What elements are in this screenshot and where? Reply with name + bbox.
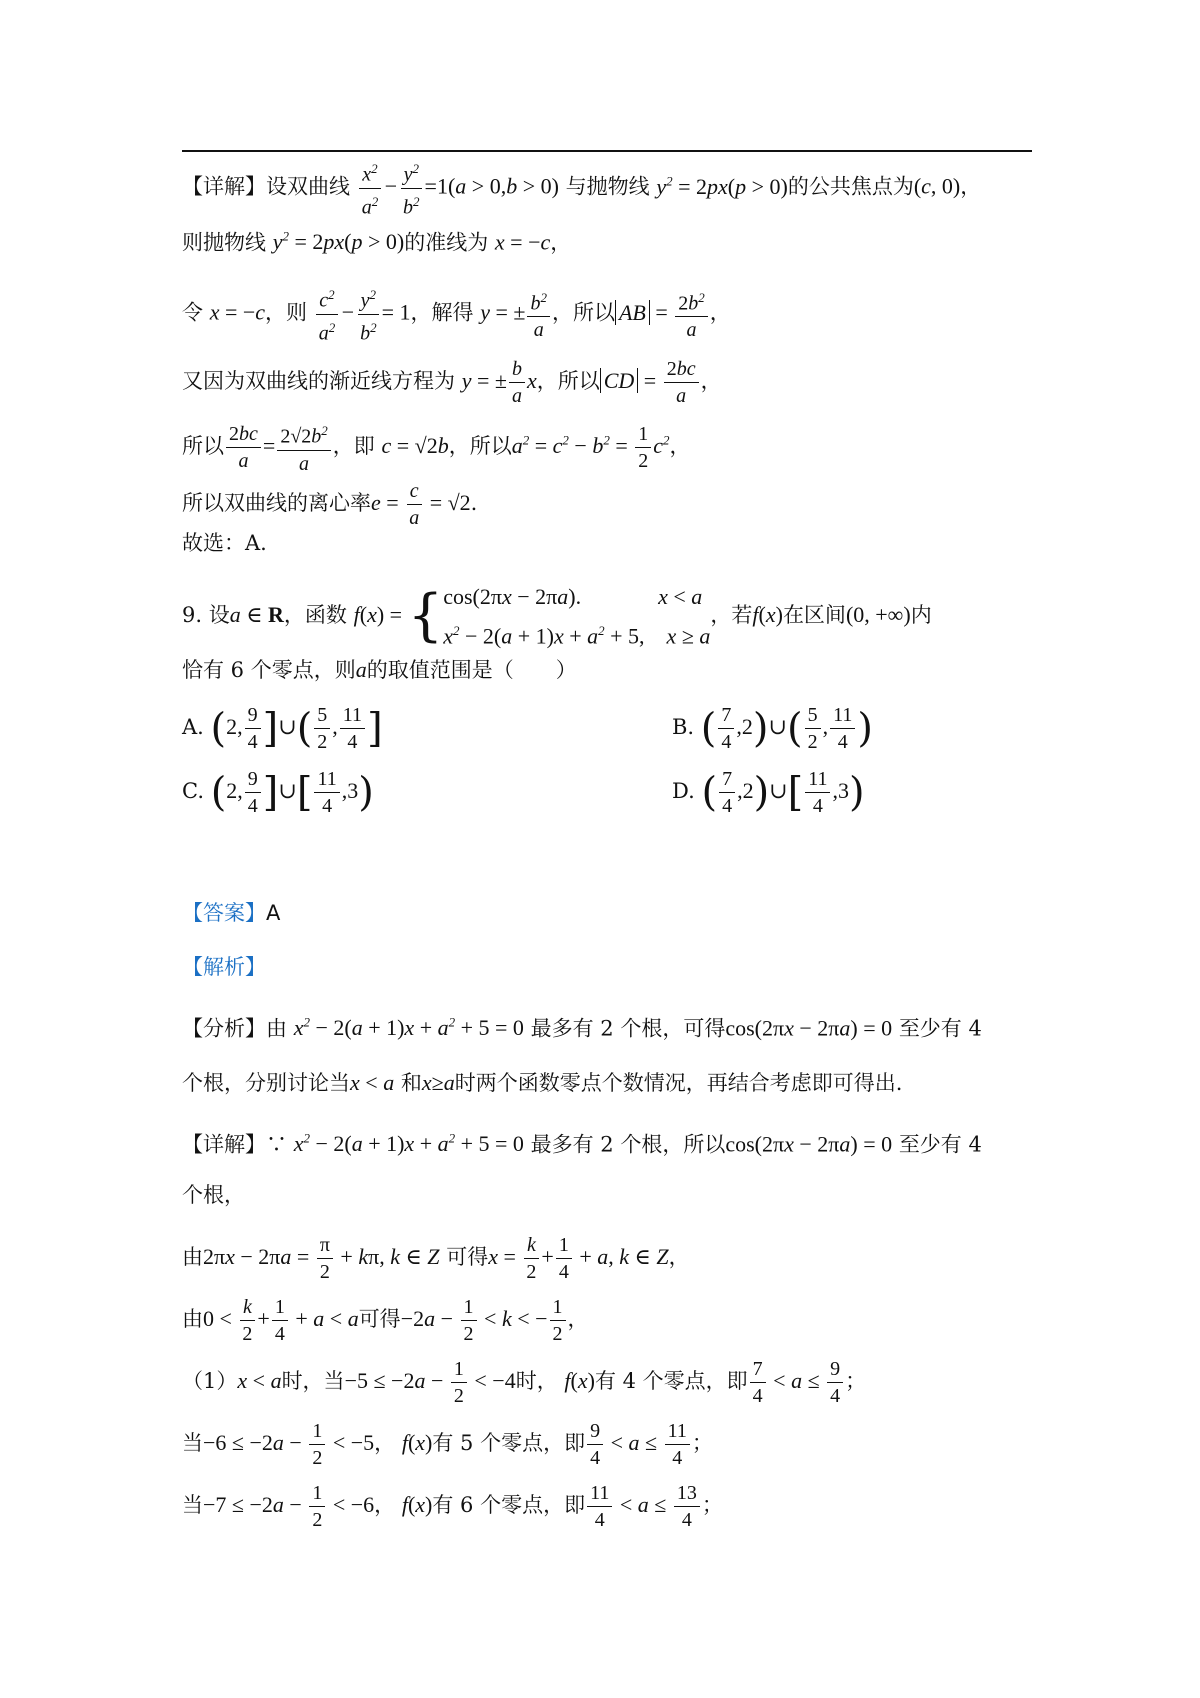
- option-d[interactable]: D. ( $\frac{7}{4}$ ,2)∪[ $\frac{11}{4}$ ,3): [672, 768, 865, 817]
- text: 个根，分别讨论当: [182, 1071, 350, 1095]
- text: ，: [709, 300, 731, 325]
- option-label: C.: [182, 779, 204, 803]
- text: 又因为双曲线的渐近线方程为: [182, 369, 455, 393]
- text: ，所以: [448, 433, 512, 458]
- text: 所以双曲线的离心率: [182, 491, 371, 515]
- math-frac: $\frac{x^2}{a^2}$: [359, 156, 382, 220]
- xiangjie-line-2: [182, 1180, 245, 1210]
- text: 在区间: [782, 603, 846, 628]
- text: 则抛物线: [182, 230, 266, 255]
- option-label: A.: [182, 715, 204, 739]
- text: 有 6 个零点，即: [432, 1493, 586, 1517]
- text: ，所以: [551, 300, 615, 325]
- analysis-label-line: [182, 952, 266, 982]
- math-frac: $\frac{2√2b^2}{a}$: [277, 418, 330, 477]
- text: 时，当: [281, 1369, 345, 1393]
- text: 和: [400, 1071, 422, 1095]
- question-9-stem: 9. 设a ∈ R，函数 f(x) = {cos(2πx − 2πa). x < a $x^2 - 2(a + 1)x + a^2 + 5$, x ≥ a，若f(x)在区间(0, +∞)内: [182, 580, 932, 653]
- option-a[interactable]: A. (2, $\frac{9}{4}$ ]∪( $\frac{5}{2}$ , $\frac{11}{4}$ ]: [182, 704, 383, 753]
- text: 最多有 2 个根，所以: [530, 1132, 726, 1157]
- text: 个根，: [182, 1183, 245, 1207]
- math-frac: $\frac{y^2}{b^2}$: [357, 282, 380, 346]
- solution-line-4: 又因为双曲线的渐近线方程为 y = ± $\frac{b}{a}$ x，所以 CD = $\frac{2bc}{a}$ ，: [182, 358, 722, 407]
- text: 由: [182, 1245, 203, 1269]
- text: 可得: [446, 1245, 489, 1269]
- xiangjie-line-7: 当−7 ≤ −2a − $\frac{1}{2}$ < −6， f(x)有 6 个零点，即 $\frac{11}{4}$ < a ≤ $\frac{13}{4}$ ；: [182, 1482, 723, 1531]
- xiangjie-line-5: （1）x < a时，当−5 ≤ −2a − $\frac{1}{2}$ < −4时， f(x)有 4 个零点，即 $\frac{7}{4}$ < a ≤ $\frac{9}{4}$ ；: [182, 1358, 867, 1407]
- text: 至少有 4: [898, 1132, 982, 1157]
- text: ，: [960, 174, 982, 199]
- answer-line: [182, 898, 280, 928]
- text: （1）: [182, 1369, 238, 1393]
- text: 时，: [515, 1369, 558, 1393]
- text: ，解得: [410, 300, 474, 325]
- text: 当: [182, 1431, 203, 1455]
- detail-label: 【详解】: [182, 174, 266, 199]
- option-label: D.: [672, 779, 695, 803]
- text: 至少有 4: [898, 1016, 982, 1041]
- text: 的准线为: [404, 230, 489, 255]
- option-c[interactable]: C. (2, $\frac{9}{4}$ ]∪[ $\frac{11}{4}$ ,3): [182, 768, 374, 817]
- math-frac: $\frac{2bc}{a}$: [226, 421, 261, 474]
- text: ，即: [332, 433, 375, 458]
- fenxi-line-1: 【分析】由 $x^2 - 2(a + 1)x + a^2 + 5 = 0$ 最多有 2 个根，可得cos(2πx − 2πa) = 0 至少有 4: [182, 1015, 982, 1041]
- text: 设: [208, 603, 230, 628]
- text: ，: [374, 1493, 396, 1517]
- math-frac: $\frac{1}{2}$: [635, 421, 651, 474]
- text: .: [470, 491, 478, 515]
- text: 所以: [182, 433, 224, 458]
- xiangjie-label: 【详解】: [182, 1132, 266, 1157]
- fenxi-line-2: 个根，分别讨论当x < a 和x≥a时两个函数零点个数情况，再结合考虑即可得出.: [182, 1070, 903, 1095]
- text: 设双曲线: [266, 174, 350, 199]
- math-frac: $\frac{2bc}{a}$: [664, 356, 699, 409]
- text: ，函数: [283, 603, 347, 628]
- text: ；: [691, 1431, 713, 1455]
- text: ，: [374, 1431, 396, 1455]
- solution-line-6: 所以双曲线的离心率e = $\frac{c}{a}$ = √2.: [182, 480, 478, 529]
- text: 可得: [358, 1307, 401, 1331]
- text: 的公共焦点为: [787, 174, 914, 199]
- text: ，: [567, 1307, 589, 1331]
- analysis-label: 【解析】: [182, 955, 266, 979]
- text: ，: [700, 369, 722, 393]
- math-frac: $\frac{b^2}{a}$: [527, 285, 550, 344]
- text: 令: [182, 300, 203, 325]
- piecewise-cases: cos(2πx − 2πa). x < a $x^2 - 2(a + 1)x + a^2 + 5$, x ≥ a: [443, 584, 711, 649]
- math-frac: $\frac{b}{a}$: [509, 356, 525, 409]
- text: 有 5 个零点，即: [432, 1431, 586, 1455]
- text: 的取值范围是（ ）: [366, 658, 577, 682]
- text: 由: [182, 1307, 203, 1331]
- math-frac: $\frac{c^2}{a^2}$: [316, 282, 339, 346]
- xiangjie-line-6: 当−6 ≤ −2a − $\frac{1}{2}$ < −5， f(x)有 5 个零点，即 $\frac{9}{4}$ < a ≤ $\frac{11}{4}$ ；: [182, 1420, 713, 1469]
- question-9-stem-line2: 恰有 6 个零点，则a的取值范围是（ ）: [182, 657, 577, 682]
- text: ；: [845, 1369, 867, 1393]
- text: 时两个函数零点个数情况，再结合考虑即可得出.: [454, 1071, 903, 1095]
- solution-line-1: 【详解】设双曲线 $\frac{x^2}{a^2}$ − $\frac{y^2}{b^2}$ =1(a > 0,b > 0) 与抛物线 $y^2 = 2px(p > 0)$的公共焦点为(c, 0)，: [182, 156, 981, 220]
- text: 由: [266, 1016, 287, 1041]
- text: 故选：A.: [182, 531, 267, 555]
- text: ；: [701, 1493, 723, 1517]
- text: ，: [668, 1245, 690, 1269]
- text: ，若: [710, 603, 753, 628]
- math-frac: $\frac{y^2}{b^2}$: [400, 156, 423, 220]
- xiangjie-line-1: 【详解】∵ $x^2 - 2(a + 1)x + a^2 + 5 = 0$ 最多有 2 个根，所以cos(2πx − 2πa) = 0 至少有 4: [182, 1131, 982, 1157]
- xiangjie-line-4: 由0 < $\frac{k}{2}$ + $\frac{1}{4}$ + a < a可得−2a − $\frac{1}{2}$ < k < − $\frac{1}{2}$ ，: [182, 1296, 589, 1345]
- solution-line-7: [182, 528, 267, 558]
- text: ，: [550, 230, 572, 255]
- header-rule: [182, 150, 1032, 152]
- because-symbol: ∵: [266, 1132, 287, 1157]
- math-frac: $\frac{2b^2}{a}$: [675, 285, 708, 344]
- solution-line-5: 所以 $\frac{2bc}{a}$ = $\frac{2√2b^2}{a}$ ，即 c = √2b，所以$a^2 = c^2 - b^2$ = $\frac{1}{2}$ $c^2$，: [182, 418, 691, 477]
- xiangjie-line-3: 由2πx − 2πa = $\frac{\pi}{2}$ + kπ, k ∈ Z 可得x = $\frac{k}{2}$ + $\frac{1}{4}$ + a, k ∈ Z，: [182, 1234, 690, 1283]
- solution-line-3: 令 x = −c，则 $\frac{c^2}{a^2}$ − $\frac{y^2}{b^2}$ = 1，解得 y = ± $\frac{b^2}{a}$ ，所以 AB = $\frac{2b^2}{a}$ ，: [182, 282, 731, 346]
- solution-line-2: 则抛物线 $y^2 = 2px(p > 0)$的准线为 x = −c，: [182, 229, 572, 255]
- piecewise-brace: {: [407, 583, 444, 649]
- text: 内: [910, 603, 932, 628]
- text: 当: [182, 1493, 203, 1517]
- text: 最多有 2 个根，可得: [530, 1016, 726, 1041]
- option-label: B.: [672, 715, 695, 739]
- text: 与抛物线: [565, 174, 650, 199]
- answer-value: A: [266, 901, 281, 925]
- text: 恰有 6 个零点，则: [182, 658, 356, 682]
- math-frac: $\frac{c}{a}$: [406, 478, 422, 531]
- option-b[interactable]: B. ( $\frac{7}{4}$ ,2)∪( $\frac{5}{2}$ , $\frac{11}{4}$ ): [672, 704, 873, 753]
- question-number: 9.: [182, 603, 203, 628]
- text: ，所以: [536, 369, 600, 393]
- text: ，则: [265, 300, 308, 325]
- answer-label: 【答案】: [182, 901, 266, 925]
- text: ，: [669, 433, 691, 458]
- fenxi-label: 【分析】: [182, 1016, 266, 1041]
- text: 有 4 个零点，即: [594, 1369, 748, 1393]
